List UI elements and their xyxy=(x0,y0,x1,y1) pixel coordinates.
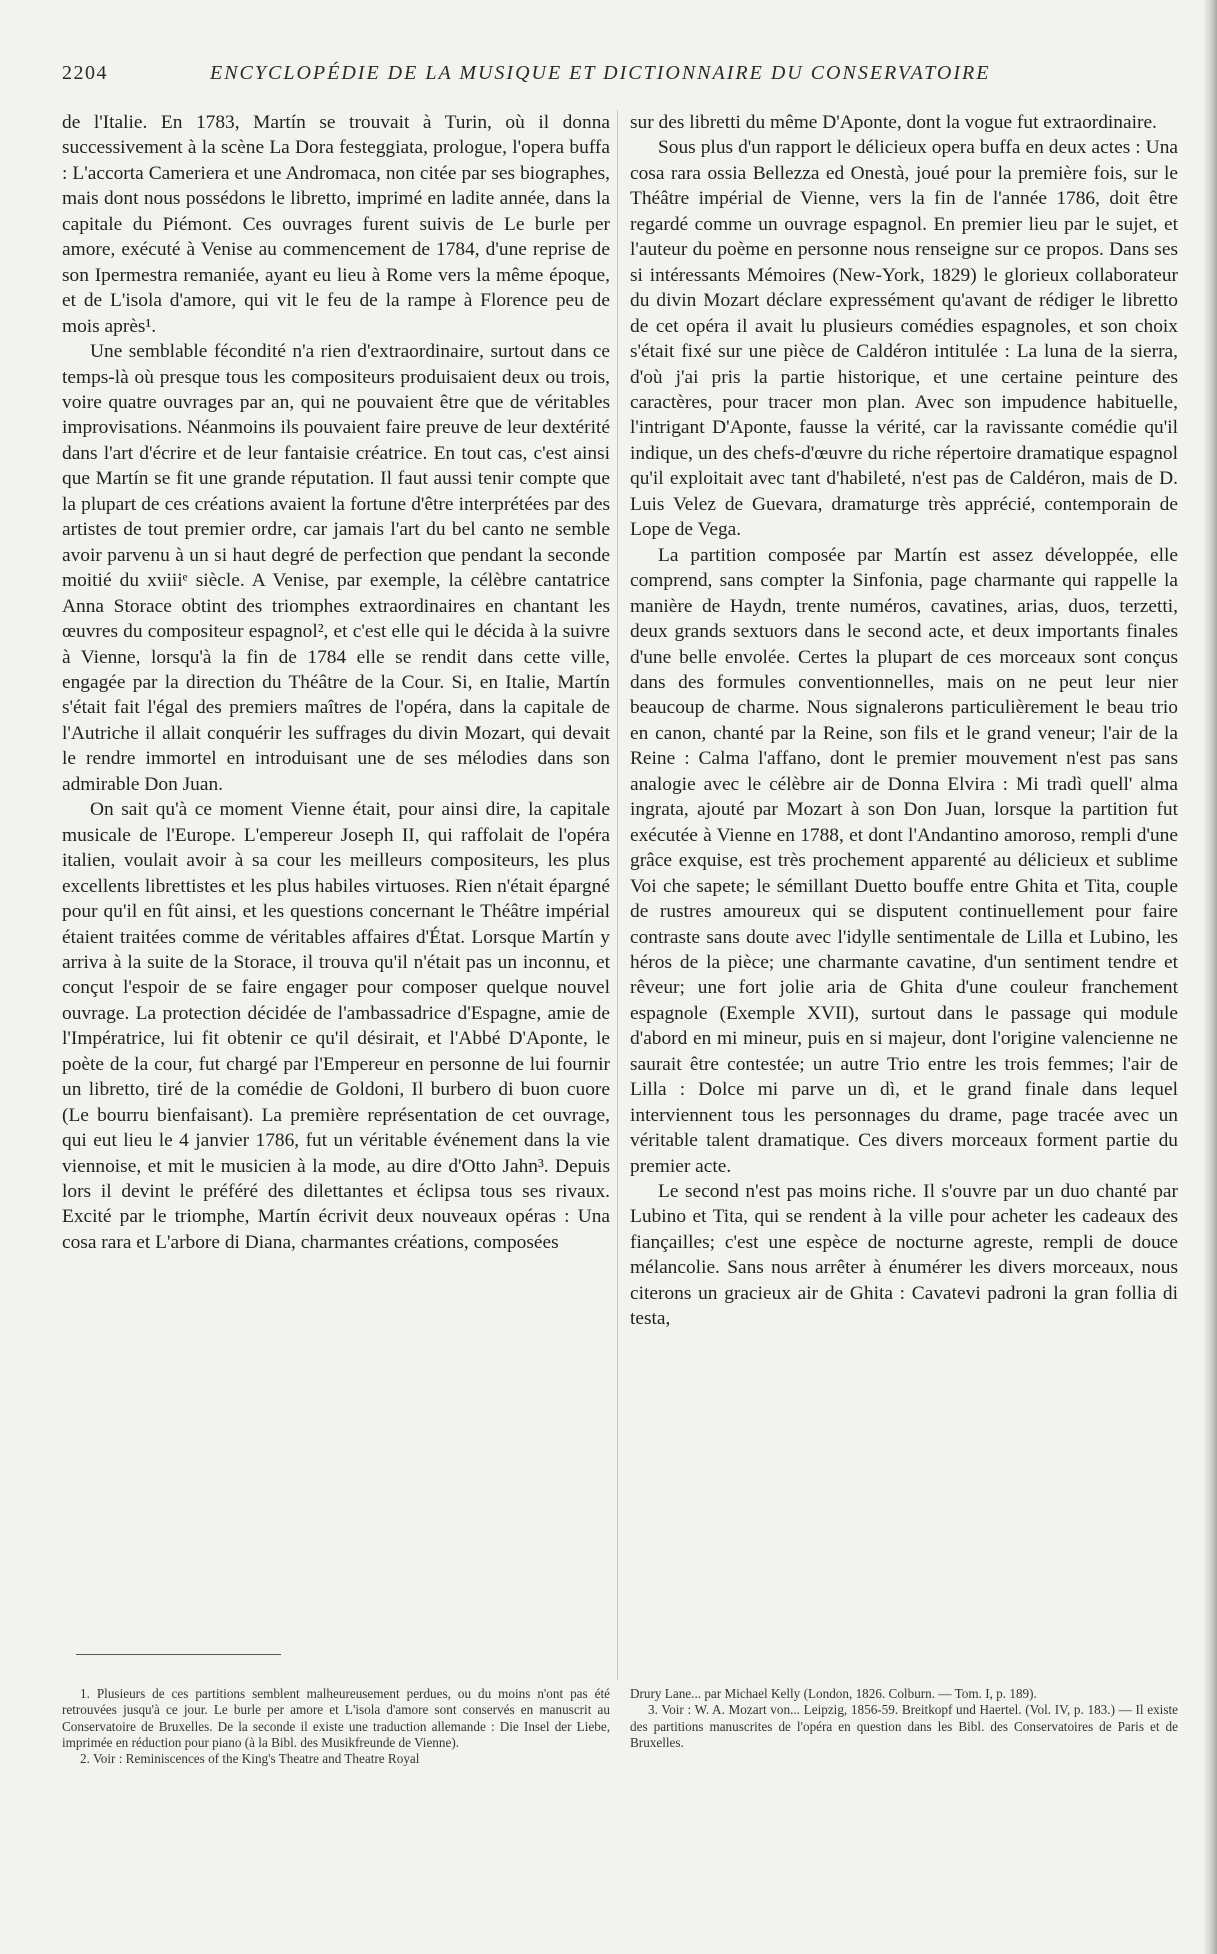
footnote: 2. Voir : Reminiscences of the King's Theatre and Theatre Royal xyxy=(80,1751,420,1767)
scan-page-edge xyxy=(1203,0,1217,1954)
page-number: 2204 xyxy=(62,62,108,84)
footnote: 1. Plusieurs de ces partitions semblent malheureusement perdues, ou du moins n'ont pas été retrouvées jusqu'à ce jour. Le burle per amore et L'isola d'amore sont conservés en manuscrit au Conservatoire de Bruxelles. De la seconde il existe une traduction allemande : Die Insel der Liebe, imprimée en réduction pour piano (à la Bibl. des Musikfreunde de Vienne). xyxy=(62,1686,610,1750)
footnote: 3. Voir : W. A. Mozart von... Leipzig, 1856-59. Breitkopf und Haertel. (Vol. IV, p. 183.) — Il existe des partitions manuscrites de l'opéra en question dans les Bibl. des Conservatoires de Paris et de Bruxelles. xyxy=(630,1702,1178,1750)
footnote: Drury Lane... par Michael Kelly (London, 1826. Colburn. — Tom. I, p. 189). xyxy=(630,1686,1037,1701)
paragraph: Sous plus d'un rapport le délicieux opera buffa en deux actes : Una cosa rara ossia Bellezza ed Onestà, joué pour la première fois, sur le Théâtre impérial de Vienne, vers la fin de l'année 1786, doit être regardé comme un ouvrage espagnol. En premier lieu par le sujet, et l'auteur du poème en personne nous renseigne sur ce propos. Dans ses si intéressants Mémoires (New-York, 1829) le glorieux collaborateur du divin Mozart déclare expressément qu'avant de rédiger le libretto de cet opéra il avait lu plusieurs comédies espagnoles, et son choix s'était fixé sur une pièce de Caldéron intitulée : La luna de la sierra, d'où j'ai pris la partie historique, et une certaine peinture des caractères, pour tracer mon plan. Avec son impudence habituelle, l'intrigant D'Aponte, fausse la vérité, car la ravissante comédie qu'il indique, un des chefs-d'œuvre du riche répertoire dramatique espagnol qu'il exploitait avec tant d'habileté, n'est pas de Caldéron, mais de D. Luis Velez de Guevara, dramaturge très apprécié, contemporain de Lope de Vega. xyxy=(630,137,1178,541)
paragraph: Le second n'est pas moins riche. Il s'ouvre par un duo chanté par Lubino et Tita, qui se rendent à la ville pour acheter les cadeaux des fiançailles; c'est une espèce de nocturne agreste, rempli de douce mélancolie. Sans nous arrêter à énumérer les divers morceaux, nous citerons un gracieux air de Ghita : Cavatevi padroni la gran follia di testa, xyxy=(630,1181,1178,1330)
paragraph: de l'Italie. En 1783, Martín se trouvait à Turin, où il donna successivement à la scène La Dora festeggiata, prologue, l'opera buffa : L'accorta Cameriera et une Andromaca, non citée par ses biographes, mais dont nous possédons le libretto, imprimé en ladite année, dans la capitale du Piémont. Ces ouvrages furent suivis de Le burle per amore, exécuté à Venise au commencement de 1784, d'une reprise de son Ipermestra remaniée, ayant eu lieu à Rome vers la même époque, et de L'isola d'amore, qui vit le feu de la rampe à Florence peu de mois après¹. xyxy=(62,112,610,337)
page-header xyxy=(62,62,1180,92)
paragraph: Une semblable fécondité n'a rien d'extraordinaire, surtout dans ce temps-là où presque tous les compositeurs produisaient deux ou trois, voire quatre ouvrages par an, qui ne pouvaient être que de véritables improvisations. Néanmoins ils pouvaient faire preuve de leur dextérité dans l'art d'écrire et de leur fantaisie créatrice. En tout cas, c'est ainsi que Martín se fit une grande réputation. Il faut aussi tenir compte que la plupart de ces créations avaient la fortune d'être interprétées par des artistes de tout premier ordre, car jamais l'art du bel canto ne semble avoir parvenu à un si haut degré de perfection que pendant la seconde moitié du xviiiᵉ siècle. A Venise, par exemple, la célèbre cantatrice Anna Storace obtint des triomphes extraordinaires en chantant les œuvres du compositeur espagnol², et c'est elle qui le décida à la suivre à Vienne, lorsqu'à la fin de 1784 elle se rendit dans cette ville, engagée par la direction du Théâtre de la Cour. Si, en Italie, Martín s'était fait l'égal des premiers maîtres de l'opéra, dans la capitale de l'Autriche il allait conquérir les suffrages du divin Mozart, qui devait le rendre immortel en introduisant une de ses mélodies dans son admirable Don Juan. xyxy=(62,341,610,795)
footnote-rule xyxy=(76,1654,281,1655)
paragraph: La partition composée par Martín est assez développée, elle comprend, sans compter la Sinfonia, page charmante qui rappelle la manière de Haydn, trente numéros, cavatines, arias, duos, terzetti, deux grands sextuors dans le second acte, et deux importants finales d'une belle envolée. Certes la plupart de ces morceaux sont conçus dans des formules conventionnelles, mais on ne peut leur nier beaucoup de charme. Nous signalerons particulièrement le beau trio en canon, chanté par la Reine, son fils et le grand veneur; l'air de la Reine : Calma l'affano, dont le premier mouvement n'est pas sans analogie avec le célèbre air de Donna Elvira : Mi tradì quell' alma ingrata, ajouté par Mozart à son Don Juan, lorsque la partition fut exécutée à Vienne en 1788, et dont l'Andantino amoroso, rempli d'une grâce exquise, est très prochement apparenté au délicieux et sublime Voi che sapete; le sémillant Duetto bouffe entre Ghita et Tita, couple de rustres amoureux qui se disputent continuellement pour faire contraste sans doute avec l'idylle sentimentale de Lilla et Lubino, les héros de la pièce; une charmante cavatine, d'un sentiment tendre et rêveur; une fort jolie aria de Ghita d'une couleur franchement espagnole (Exemple XVII), surtout dans le passage qui module d'abord en mi mineur, puis en si majeur, dont l'origine valencienne ne saurait être contestée; un autre Trio entre les trois femmes; l'air de Lilla : Dolce mi parve un dì, et le grand finale dans lequel interviennent tous les personnages du drame, page tracée avec un véritable talent dramatique. Ces divers morceaux forment partie du premier acte. xyxy=(630,544,1178,1177)
column-divider xyxy=(617,110,618,1680)
left-column xyxy=(62,110,610,1255)
running-head: ENCYCLOPÉDIE DE LA MUSIQUE ET DICTIONNAIRE DU CONSERVATOIRE xyxy=(210,62,991,84)
right-column xyxy=(630,110,1178,1332)
paragraph: On sait qu'à ce moment Vienne était, pour ainsi dire, la capitale musicale de l'Europe. L'empereur Joseph II, qui raffolait de l'opéra italien, voulait avoir à sa cour les meilleurs compositeurs, les plus excellents librettistes et les plus habiles virtuoses. Rien n'était épargné pour qu'il en fût ainsi, et les questions concernant le Théâtre impérial étaient traitées comme de véritables affaires d'État. Lorsque Martín y arriva à la suite de la Storace, il trouva qu'il n'était pas un inconnu, et conçut l'espoir de se faire engager pour composer quelque nouvel ouvrage. La protection décidée de l'ambassadrice d'Espagne, amie de l'Impératrice, lui fit obtenir ce qu'il désirait, et l'Abbé D'Aponte, le poète de la cour, fut chargé par l'Empereur en personne de lui fournir un libretto, tiré de la comédie de Goldoni, Il burbero di buon cuore (Le bourru bienfaisant). La première représentation de cet ouvrage, qui eut lieu le 4 janvier 1786, fut un véritable événement dans la vie viennoise, et mit le musicien à la mode, au dire d'Otto Jahn³. Depuis lors il devint le préféré des dilettantes et éclipsa tous ses rivaux. Excité par le triomphe, Martín écrivit deux nouveaux opéras : Una cosa rara et L'arbore di Diana, charmantes créations, composées xyxy=(62,799,610,1253)
paragraph: sur des libretti du même D'Aponte, dont la vogue fut extraordinaire. xyxy=(630,112,1157,133)
footnotes-right xyxy=(630,1686,1178,1751)
footnotes-left xyxy=(62,1686,610,1767)
